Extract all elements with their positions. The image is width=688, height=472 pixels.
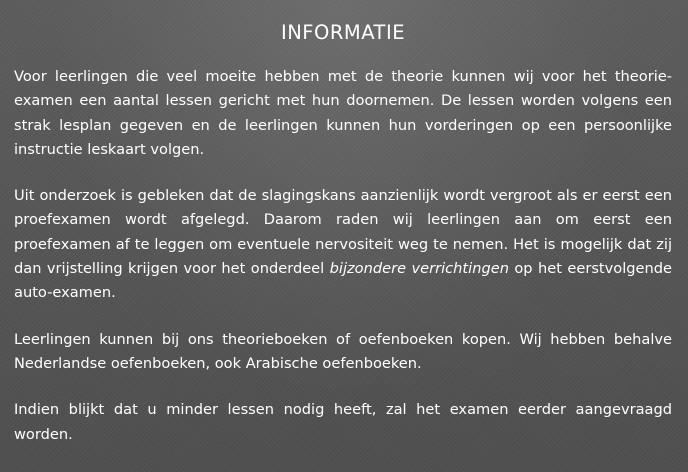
paragraph-practice-exam <box>14 184 672 305</box>
paragraph-fewer-lessons: Indien blijkt dat u minder lessen nodig heeft, zal het examen eerder aangevraagd worden. <box>14 401 672 443</box>
paragraph-books: Leerlingen kunnen bij ons theorieboeken of oefenboeken kopen. Wij hebben behalve Nederlandse oefenboeken, ook Arabische oefenboeken. <box>14 330 672 372</box>
emphasis-special-maneuvers: bijzondere verrichtingen <box>329 260 509 278</box>
paragraph-practice-exam-tail: op het eerstvolgende auto-examen. <box>14 260 672 302</box>
paragraph-practice-exam-text: Uit onderzoek is gebleken dat de slagingskans aanzienlijk wordt vergroot als er eerst een proefexamen wordt afgelegd. Daarom raden wij leerlingen aan om eerst een proefexamen af te leggen om eventuele nervositeit weg te nemen. Het is mogelijk dat zij dan vrijstelling krijgen voor het onderdeel <box>14 187 672 278</box>
page-title: INFORMATIE <box>280 21 406 44</box>
paragraph-theory-lessons: Voor leerlingen die veel moeite hebben met de theorie kunnen wij voor het theorie-examen een aantal lessen gericht met hun doornemen. De lessen worden volgens een strak lesplan gegeven en de leerlingen kunnen hun vorderingen op een persoonlijke instructie leskaart volgen. <box>14 68 672 158</box>
